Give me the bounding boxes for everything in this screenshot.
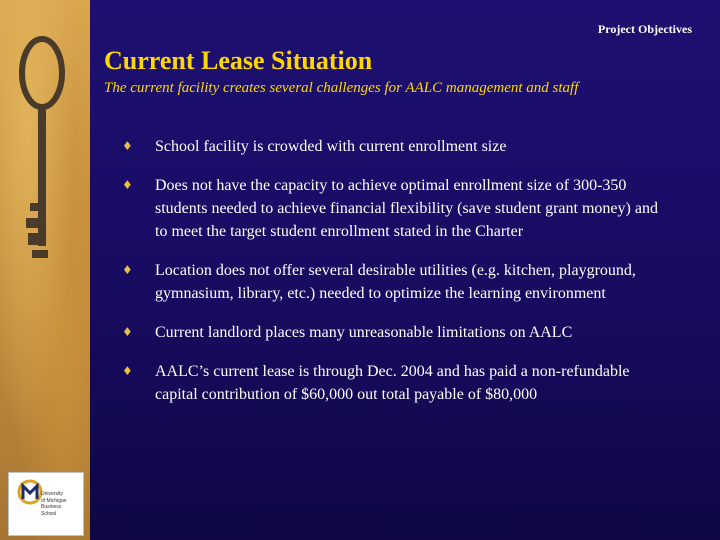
- diamond-bullet-icon: ♦: [122, 364, 133, 378]
- slide-subtitle: The current facility creates several challenges for AALC management and staff: [104, 80, 579, 96]
- logo-text: [41, 491, 81, 517]
- bullet-item: [122, 135, 662, 158]
- university-logo: [8, 472, 84, 536]
- bullet-text: Current landlord places many unreasonable limitations on AALC: [155, 324, 573, 341]
- bullet-item: [122, 174, 662, 243]
- diamond-bullet-icon: ♦: [122, 139, 133, 153]
- logo-line: Business: [41, 504, 62, 510]
- slide-title: Current Lease Situation: [104, 46, 373, 75]
- section-label: Project Objectives: [597, 22, 692, 36]
- bullet-text: School facility is crowded with current enrollment size: [155, 138, 507, 155]
- diamond-bullet-icon: ♦: [122, 178, 133, 192]
- bullet-text: AALC’s current lease is through Dec. 2004 and has paid a non-refundable capital contribution of $60,000 out total payable of $80,000: [155, 363, 630, 403]
- diamond-bullet-icon: ♦: [122, 263, 133, 277]
- bullet-text: Does not have the capacity to achieve optimal enrollment size of 300-350 students needed to achieve financial flexibility (save student grant money) and to meet the target student enrollment stated in the Charter: [155, 177, 658, 240]
- bullet-item: [122, 321, 662, 344]
- logo-line: School: [41, 510, 57, 517]
- diamond-bullet-icon: ♦: [122, 325, 133, 339]
- logo-line: University: [41, 491, 63, 497]
- logo-line: of Michigan: [41, 497, 67, 504]
- bullet-text: Location does not offer several desirable utilities (e.g. kitchen, playground, gymnasium, library, etc.) needed to optimize the learning environment: [155, 262, 636, 302]
- bullet-item: [122, 259, 662, 305]
- bullet-list: [122, 135, 662, 422]
- decorative-side-image: [0, 0, 90, 540]
- antique-key-icon: [8, 28, 78, 278]
- university-logo-icon: [17, 479, 43, 505]
- bullet-item: [122, 360, 662, 406]
